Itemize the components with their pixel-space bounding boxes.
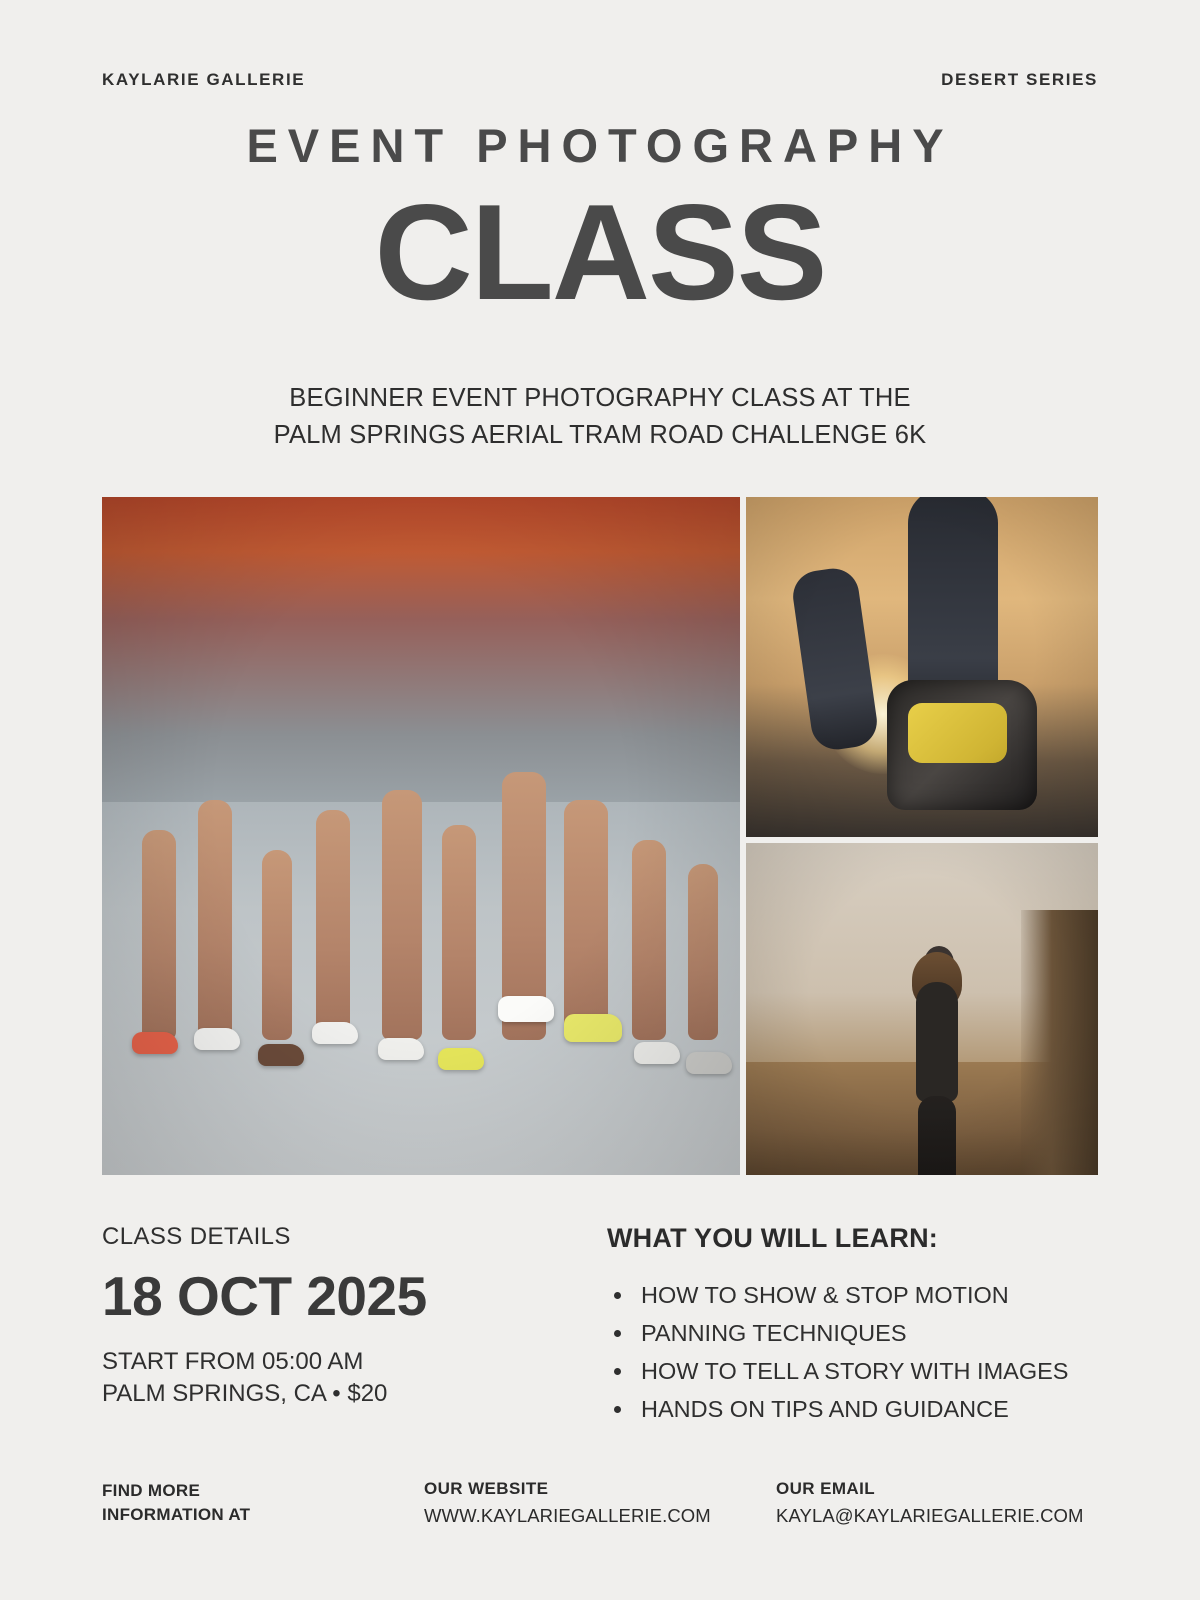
find-more-block xyxy=(102,1479,424,1528)
website-label: OUR WEBSITE xyxy=(424,1478,549,1498)
solo-runner-photo xyxy=(746,843,1098,1175)
website-value[interactable]: WWW.KAYLARIEGALLERIE.COM xyxy=(424,1504,711,1526)
email-label: OUR EMAIL xyxy=(776,1478,875,1498)
website-block xyxy=(424,1479,776,1527)
list-item: • HOW TO TELL A STORY WITH IMAGES xyxy=(635,1352,1098,1390)
subtitle-line-1: BEGINNER EVENT PHOTOGRAPHY CLASS AT THE xyxy=(289,383,911,412)
find-more-line-2: INFORMATION AT xyxy=(102,1505,251,1525)
list-item: • HOW TO SHOW & STOP MOTION xyxy=(635,1276,1098,1314)
class-location-price: PALM SPRINGS, CA • $20 xyxy=(102,1380,388,1408)
learn-title: WHAT YOU WILL LEARN: xyxy=(607,1223,938,1254)
class-date: 18 OCT 2025 xyxy=(102,1265,427,1328)
list-item: • HANDS ON TIPS AND GUIDANCE xyxy=(635,1390,1098,1428)
find-more-line-1: FIND MORE xyxy=(102,1480,201,1500)
list-item: • PANNING TECHNIQUES xyxy=(635,1314,1098,1352)
title-block xyxy=(102,119,1098,328)
email-value[interactable]: KAYLA@KAYLARIEGALLERIE.COM xyxy=(776,1504,1084,1526)
sunset-shoe-photo xyxy=(746,497,1098,837)
subtitle xyxy=(102,380,1098,455)
series-name: DESERT SERIES xyxy=(941,70,1098,89)
main-race-photo xyxy=(102,497,740,1175)
poster-footer xyxy=(102,1479,1098,1528)
brand-name: KAYLARIE GALLERIE xyxy=(102,70,306,89)
title-kicker: EVENT PHOTOGRAPHY xyxy=(246,119,954,172)
page-title: CLASS xyxy=(374,176,826,328)
side-photo-column xyxy=(746,497,1098,1175)
email-block xyxy=(776,1479,1098,1527)
class-time: START FROM 05:00 AM xyxy=(102,1348,364,1376)
subtitle-line-2: PALM SPRINGS AERIAL TRAM ROAD CHALLENGE 6K xyxy=(273,421,927,450)
class-details xyxy=(102,1223,602,1428)
sunset-vignette xyxy=(746,497,1098,837)
class-meta xyxy=(102,1346,602,1410)
learn-list xyxy=(607,1276,1098,1428)
photo-collage xyxy=(102,497,1098,1175)
details-section xyxy=(102,1223,1098,1428)
learn-section xyxy=(602,1223,1098,1428)
class-details-label: CLASS DETAILS xyxy=(102,1223,291,1251)
poster-header xyxy=(102,0,1098,90)
photo-vignette xyxy=(102,497,740,1175)
runner-vignette xyxy=(746,843,1098,1175)
